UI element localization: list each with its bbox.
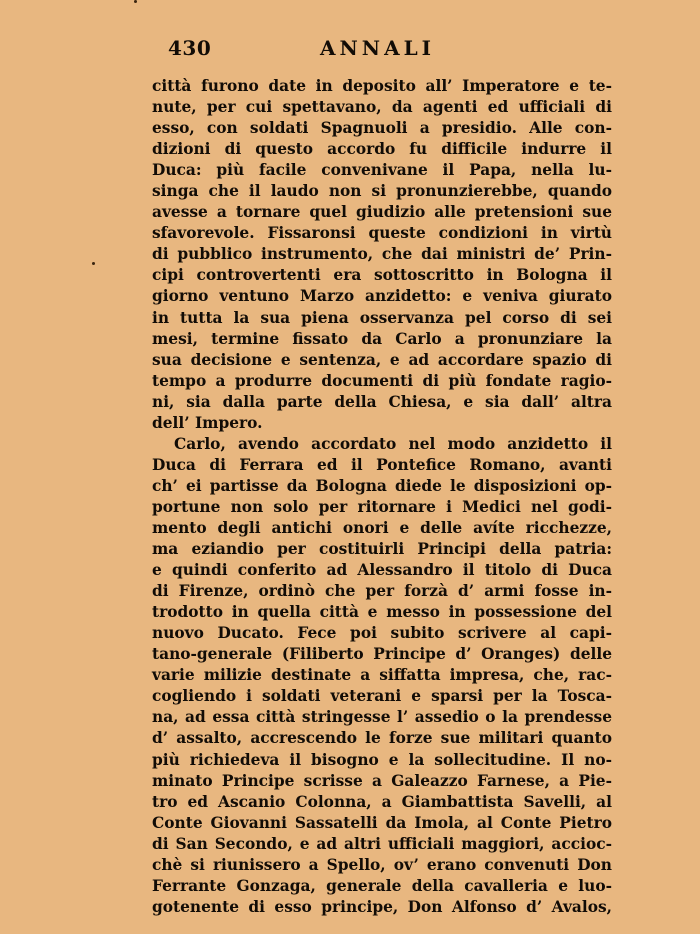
text-line: di pubblico instrumento, che dai ministri de’ Prin- (152, 245, 612, 264)
text-line: chè si riunissero a Spello, ov’ erano convenuti Don (152, 855, 612, 874)
text-line: Carlo, avendo accordato nel modo anzidetto il (174, 434, 612, 453)
text-line: Duca: più facile convenivane il Papa, nella lu- (152, 161, 612, 180)
text-line: cipi controvertenti era sottoscritto in Bologna il (152, 266, 612, 285)
text-line: sfavorevole. Fissaronsi queste condizioni in virtù (152, 224, 612, 243)
running-head: ANNALI (320, 36, 436, 60)
text-line: Duca di Ferrara ed il Pontefice Romano, avanti (152, 455, 612, 474)
text-line: in tutta la sua piena osservanza pel corso di sei (152, 308, 612, 327)
text-line: tempo a produrre documenti di più fondate ragio- (152, 371, 612, 390)
page-number: 430 (168, 36, 212, 60)
text-line: trodotto in quella città e messo in possessione del (152, 603, 612, 622)
text-line: gotenente di esso principe, Don Alfonso d’ Avalos, (152, 897, 612, 916)
text-line: dizioni di questo accordo fu difficile indurre il (152, 140, 612, 159)
text-line: città furono date in deposito all’ Imperatore e te- (152, 77, 612, 95)
text-line: cogliendo i soldati veterani e sparsi per la Tosca- (152, 687, 612, 706)
text-line: mesi, termine fissato da Carlo a pronunziare la (152, 329, 612, 348)
page-header (152, 36, 612, 66)
text-line: singa che il laudo non si pronunzierebbe, quando (152, 182, 612, 201)
text-line: tano-generale (Filiberto Principe d’ Oranges) delle (152, 645, 612, 664)
text-line: ch’ ei partisse da Bologna diede le disposizioni op- (152, 476, 612, 495)
text-line: minato Principe scrisse a Galeazzo Farnese, a Pie- (152, 771, 612, 790)
text-line: esso, con soldati Spagnuoli a presidio. Alle con- (152, 119, 612, 138)
text-line: sua decisione e sentenza, e ad accordare spazio di (152, 350, 612, 369)
text-line: giorno ventuno Marzo anzidetto: e veniva giurato (152, 287, 612, 306)
text-line: portune non solo per ritornare i Medici nel godi- (152, 497, 612, 516)
text-line: nuovo Ducato. Fece poi subito scrivere al capi- (152, 624, 612, 643)
text-line: avesse a tornare quel giudizio alle pretensioni sue (152, 203, 612, 222)
text-line: mento degli antichi onori e delle avíte ricchezze, (152, 518, 612, 537)
paper-speck (92, 262, 95, 265)
paper-speck (134, 0, 137, 3)
text-line: ni, sia dalla parte della Chiesa, e sia dall’ altra (152, 392, 612, 411)
text-line: varie milizie destinate a siffatta impresa, che, rac- (152, 666, 612, 685)
text-line: Ferrante Gonzaga, generale della cavalleria e luo- (152, 876, 612, 895)
text-line: dell’ Impero. (152, 413, 263, 432)
text-line: ma eziandio per costituirli Principi della patria: (152, 540, 612, 559)
text-line: di Firenze, ordinò che per forzà d’ armi fosse in- (152, 582, 612, 601)
text-line: nute, per cui spettavano, da agenti ed ufficiali di (152, 98, 612, 117)
text-line: e quindi conferito ad Alessandro il titolo di Duca (152, 561, 612, 580)
body-text (152, 76, 612, 918)
text-line: na, ad essa città stringesse l’ assedio o la prendesse (152, 708, 612, 727)
text-line: tro ed Ascanio Colonna, a Giambattista Savelli, al (152, 792, 612, 811)
text-line: di San Secondo, e ad altri ufficiali maggiori, accioc- (152, 834, 612, 853)
text-line: più richiedeva il bisogno e la sollecitudine. Il no- (152, 750, 612, 769)
text-line: d’ assalto, accrescendo le forze sue militari quanto (152, 729, 612, 748)
text-line: Conte Giovanni Sassatelli da Imola, al Conte Pietro (152, 813, 612, 832)
